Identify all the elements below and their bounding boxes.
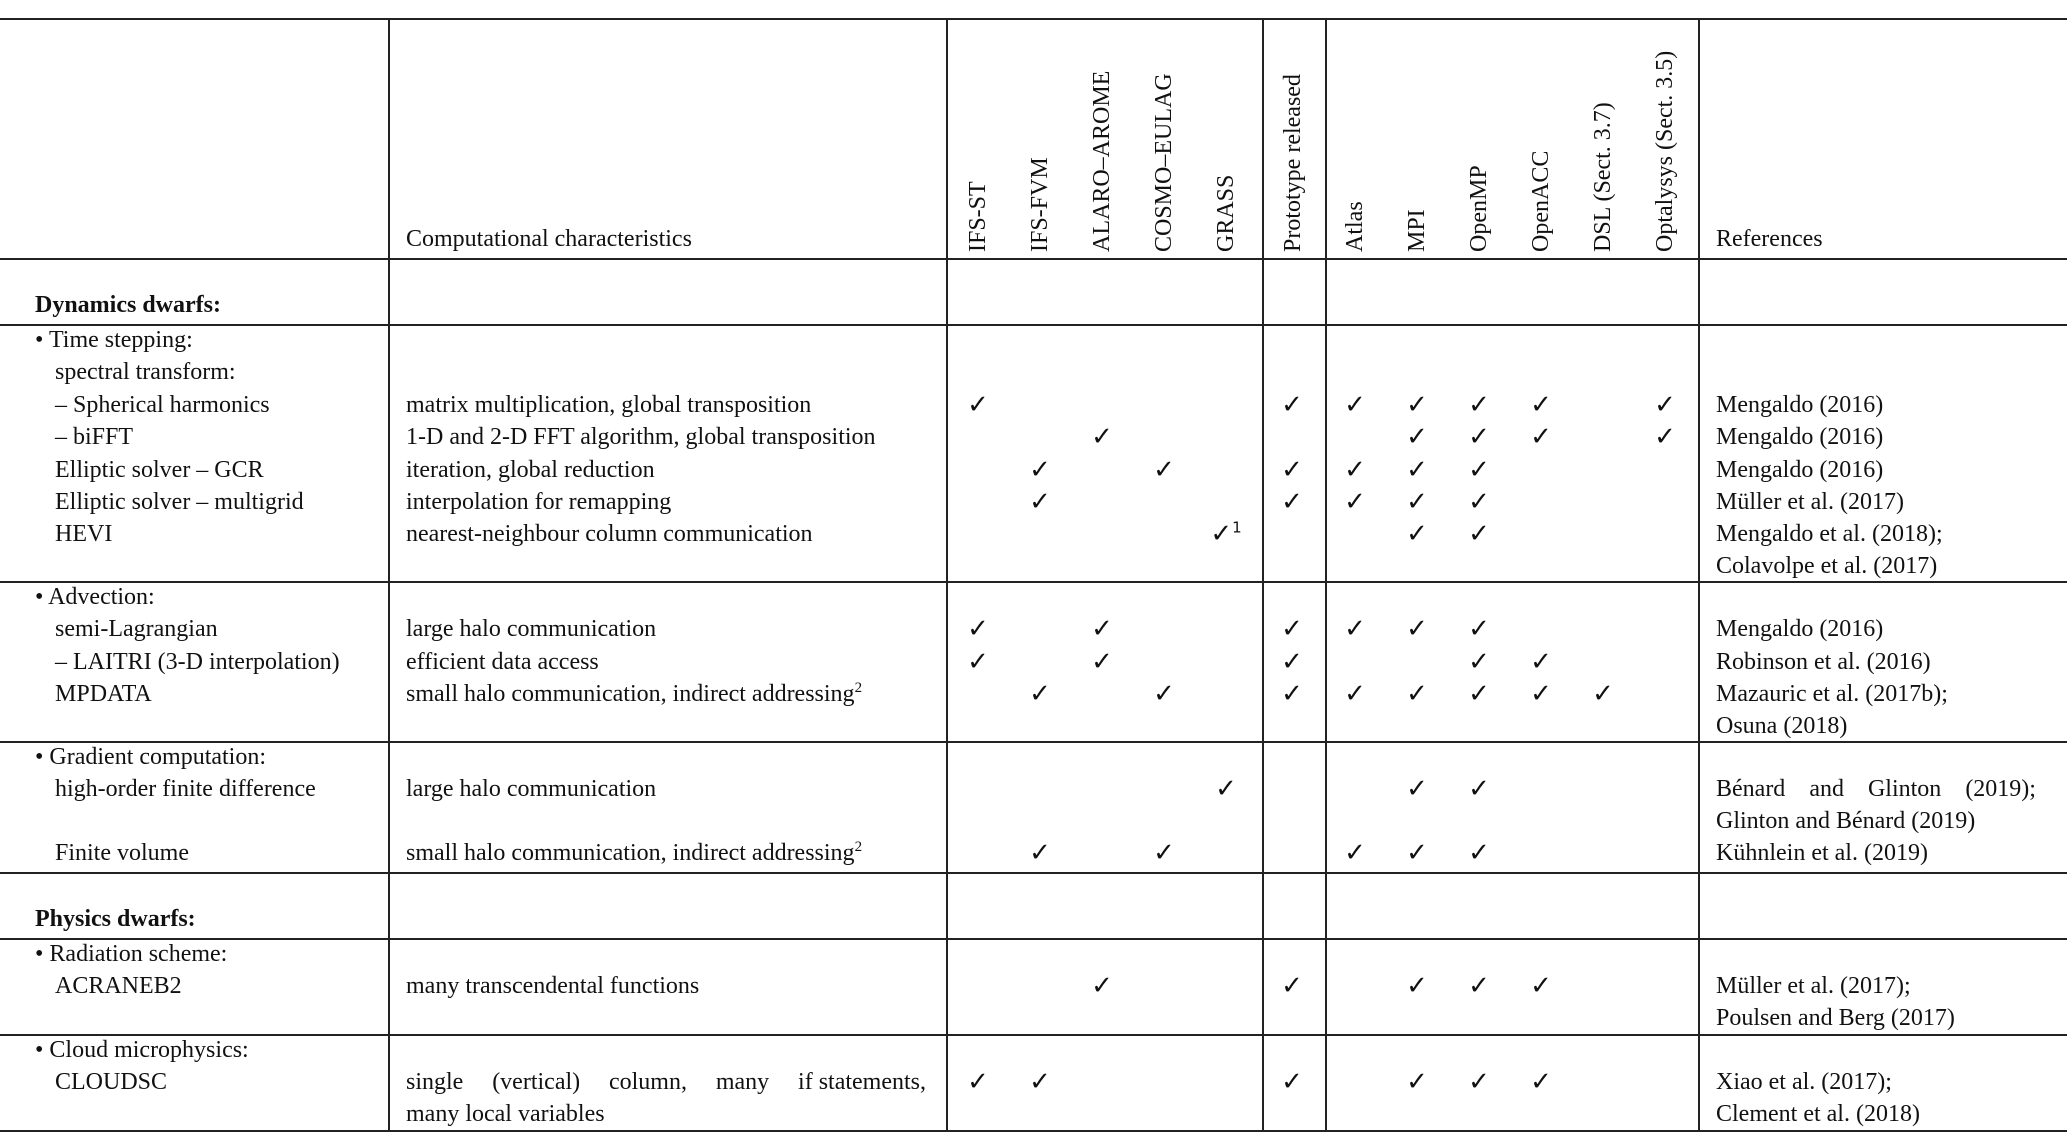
header-grass: GRASS: [1213, 174, 1239, 252]
checkmark: ✓: [1468, 614, 1490, 644]
group-cloud: • Cloud microphysics:: [35, 1037, 249, 1063]
checkmark: ✓: [1468, 647, 1490, 677]
row-name: Elliptic solver – multigrid: [55, 489, 304, 515]
header-alaro-arome: ALARO–AROME: [1089, 70, 1115, 252]
row-characteristics-line2: many local variables: [406, 1101, 605, 1127]
row-characteristics: many transcendental functions: [406, 973, 700, 999]
group-spectral-transform: spectral transform:: [55, 359, 236, 385]
rule: [0, 938, 2067, 940]
checkmark: ✓: [1406, 614, 1428, 644]
checkmark: ✓: [1091, 971, 1113, 1001]
w: column,: [608, 1069, 687, 1095]
column-divider: [1698, 18, 1700, 1130]
row-reference: Mazauric et al. (2017b);: [1716, 681, 1948, 707]
checkmark: ✓: [1530, 390, 1552, 420]
checkmark: ✓: [1091, 422, 1113, 452]
checkmark: ✓: [1091, 647, 1113, 677]
row-characteristics-justified: [406, 1067, 926, 1097]
checkmark: ✓: [1029, 679, 1051, 709]
checkmark: ✓: [1153, 679, 1175, 709]
section-dynamics: Dynamics dwarfs:: [35, 292, 221, 318]
checkmark: ✓: [1468, 519, 1490, 549]
rule: [0, 1034, 2067, 1036]
checkmark: ✓: [1091, 614, 1113, 644]
checkmark: ✓: [1344, 487, 1366, 517]
checkmark: ✓: [1153, 455, 1175, 485]
checkmark: ✓: [967, 390, 989, 420]
column-divider: [388, 18, 390, 1130]
checkmark: ✓: [1468, 455, 1490, 485]
rule-bottom: [0, 1130, 2067, 1132]
footnote-marker: 2: [854, 839, 863, 855]
checkmark: ✓: [1029, 1067, 1051, 1097]
row-reference: Mengaldo et al. (2018);: [1716, 521, 1943, 547]
checkmark: ✓: [1029, 455, 1051, 485]
checkmark: ✓: [1344, 679, 1366, 709]
checkmark: ✓: [1281, 679, 1303, 709]
rule: [0, 741, 2067, 743]
row-reference: Mengaldo (2016): [1716, 424, 1884, 450]
checkmark: ✓: [1344, 838, 1366, 868]
row-reference: Mengaldo (2016): [1716, 457, 1884, 483]
checkmark: ✓: [1281, 455, 1303, 485]
w: many: [715, 1069, 770, 1095]
w: Bénard: [1716, 776, 1786, 802]
row-reference: Clement et al. (2018): [1716, 1101, 1920, 1127]
checkmark: ✓: [1468, 1067, 1490, 1097]
checkmark: ✓: [1406, 487, 1428, 517]
header-cosmo-eulag: COSMO–EULAG: [1151, 73, 1177, 252]
row-reference: Colavolpe et al. (2017): [1716, 553, 1938, 579]
checkmark: ✓: [1344, 614, 1366, 644]
checkmark: ✓: [1530, 679, 1552, 709]
column-divider: [1262, 18, 1264, 1130]
checkmark: ✓: [1530, 1067, 1552, 1097]
header-optalysys: Optalysys (Sect. 3.5): [1652, 50, 1678, 252]
rule: [0, 324, 2067, 326]
checkmark: ✓: [1468, 971, 1490, 1001]
checkmark: ✓: [1406, 455, 1428, 485]
checkmark: ✓: [1281, 1067, 1303, 1097]
row-name: – Spherical harmonics: [55, 392, 270, 418]
row-reference: Xiao et al. (2017);: [1716, 1069, 1892, 1095]
footnote-marker: 1: [1232, 518, 1242, 537]
checkmark: ✓: [1468, 487, 1490, 517]
checkmark: ✓: [1468, 679, 1490, 709]
row-characteristics: large halo communication: [406, 616, 657, 642]
group-gradient: • Gradient computation:: [35, 744, 267, 770]
row-name: Elliptic solver – GCR: [55, 457, 264, 483]
row-reference: Mengaldo (2016): [1716, 616, 1884, 642]
checkmark: ✓: [1468, 838, 1490, 868]
row-name: semi-Lagrangian: [55, 616, 218, 642]
checkmark: ✓: [967, 1067, 989, 1097]
row-name: high-order finite difference: [55, 776, 316, 802]
checkmark: ✓: [1654, 422, 1676, 452]
rule: [0, 581, 2067, 583]
w: single: [406, 1069, 464, 1095]
row-name: ACRANEB2: [55, 973, 182, 999]
checkmark: ✓: [1029, 838, 1051, 868]
row-characteristics-text: small halo communication, indirect addressing: [406, 840, 855, 866]
checkmark: ✓: [1344, 390, 1366, 420]
row-name: MPDATA: [55, 681, 152, 707]
checkmark: ✓: [1654, 390, 1676, 420]
row-reference: Glinton and Bénard (2019): [1716, 808, 1976, 834]
w: (vertical): [492, 1069, 581, 1095]
column-divider: [946, 18, 948, 1130]
checkmark: ✓: [1406, 774, 1428, 804]
checkmark: ✓: [1281, 390, 1303, 420]
row-name: HEVI: [55, 521, 113, 547]
w: and: [1809, 776, 1844, 802]
row-characteristics: large halo communication: [406, 776, 657, 802]
header-computational-characteristics: Computational characteristics: [406, 226, 692, 252]
checkmark: ✓: [1468, 774, 1490, 804]
checkmark: ✓: [1530, 971, 1552, 1001]
row-reference: Robinson et al. (2016): [1716, 649, 1931, 675]
checkmark: ✓: [1406, 679, 1428, 709]
group-time-stepping: • Time stepping:: [35, 327, 193, 353]
header-openmp: OpenMP: [1466, 165, 1492, 252]
row-characteristics: 1-D and 2-D FFT algorithm, global transposition: [406, 424, 876, 450]
row-characteristics: matrix multiplication, global transposition: [406, 392, 812, 418]
group-advection: • Advection:: [35, 584, 155, 610]
footnote-marker: 2: [854, 680, 863, 696]
row-reference: Müller et al. (2017);: [1716, 973, 1911, 999]
checkmark: ✓: [1468, 390, 1490, 420]
row-reference: Osuna (2018): [1716, 713, 1848, 739]
row-characteristics: interpolation for remapping: [406, 489, 672, 515]
row-characteristics-text: small halo communication, indirect addressing: [406, 681, 855, 707]
group-radiation: • Radiation scheme:: [35, 941, 228, 967]
rule-header: [0, 258, 2067, 260]
column-divider: [1325, 18, 1327, 1130]
row-reference: Poulsen and Berg (2017): [1716, 1005, 1955, 1031]
row-characteristics: nearest-neighbour column communication: [406, 521, 813, 547]
w: (2019);: [1965, 776, 2036, 802]
row-characteristics: [406, 679, 862, 709]
section-physics: Physics dwarfs:: [35, 906, 196, 932]
checkmark: ✓: [1215, 774, 1237, 804]
checkmark: ✓: [1281, 614, 1303, 644]
row-characteristics: efficient data access: [406, 649, 599, 675]
checkmark: ✓: [1406, 1067, 1428, 1097]
header-atlas: Atlas: [1342, 201, 1368, 252]
w: Glinton: [1867, 776, 1942, 802]
checkmark: ✓: [1406, 971, 1428, 1001]
header-openacc: OpenACC: [1528, 150, 1554, 252]
row-reference: Kühnlein et al. (2019): [1716, 840, 1928, 866]
row-reference-justified: [1716, 774, 2036, 804]
header-dsl: DSL (Sect. 3.7): [1590, 102, 1616, 252]
checkmark: ✓: [1344, 455, 1366, 485]
checkmark: ✓: [967, 614, 989, 644]
header-prototype-released: Prototype released: [1280, 74, 1306, 252]
header-ifs-st: IFS-ST: [965, 181, 991, 252]
row-name: Finite volume: [55, 840, 189, 866]
row-name: – biFFT: [55, 424, 134, 450]
row-characteristics: iteration, global reduction: [406, 457, 655, 483]
checkmark: ✓: [1592, 679, 1614, 709]
checkmark: ✓: [1406, 838, 1428, 868]
rule-top: [0, 18, 2067, 20]
checkmark: ✓: [1406, 422, 1428, 452]
row-reference: Mengaldo (2016): [1716, 392, 1884, 418]
checkmark: ✓: [1281, 487, 1303, 517]
checkmark: ✓: [1530, 422, 1552, 452]
checkmark: ✓: [967, 647, 989, 677]
row-name: CLOUDSC: [55, 1069, 168, 1095]
header-ifs-fvm: IFS-FVM: [1027, 157, 1053, 252]
checkmark: ✓: [1468, 422, 1490, 452]
header-references: References: [1716, 226, 1823, 252]
checkmark: ✓$^1$: [1210, 518, 1242, 549]
checkmark: ✓: [1153, 838, 1175, 868]
checkmark: ✓: [1530, 647, 1552, 677]
checkmark: ✓: [1281, 971, 1303, 1001]
w: if statements,: [798, 1069, 926, 1095]
rule: [0, 872, 2067, 874]
checkmark: ✓: [1029, 487, 1051, 517]
row-characteristics: [406, 838, 862, 868]
checkmark: ✓: [1406, 519, 1428, 549]
row-reference: Müller et al. (2017): [1716, 489, 1904, 515]
header-mpi: MPI: [1404, 209, 1430, 252]
row-name: – LAITRI (3-D interpolation): [55, 649, 340, 675]
checkmark: ✓: [1281, 647, 1303, 677]
checkmark: ✓: [1406, 390, 1428, 420]
